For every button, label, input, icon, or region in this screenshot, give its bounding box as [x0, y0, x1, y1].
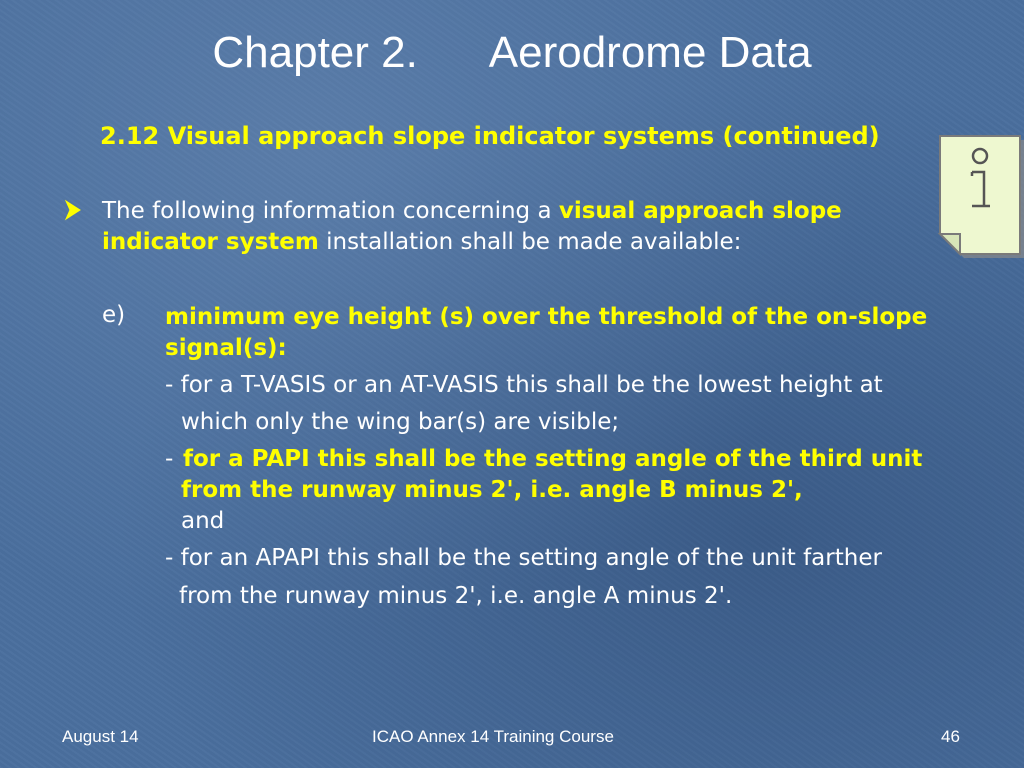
apapi-line-2: from the runway minus 2', i.e. angle A minus 2'. [179, 583, 733, 609]
papi-and: and [181, 508, 225, 534]
arrow-bullet-icon [62, 199, 84, 221]
bullet-paragraph [102, 196, 922, 258]
section-subtitle: 2.12 Visual approach slope indicator systems (continued) [100, 122, 880, 150]
bullet-text-after: installation shall be made available: [318, 229, 742, 255]
tvasis-line-2: which only the wing bar(s) are visible; [181, 409, 620, 435]
footer-page-number: 46 [941, 727, 960, 746]
footer-date: August 14 [62, 727, 139, 746]
info-note-icon [938, 134, 1024, 260]
apapi-line-1: - for an APAPI this shall be the setting angle of the unit farther [165, 545, 882, 571]
bullet-text-before: The following information concerning a [102, 198, 559, 224]
papi-dash: - [165, 446, 174, 472]
papi-highlight: for a PAPI this shall be the setting angle of the third unit from the runway minus 2', i.e. angle B minus 2', [181, 446, 923, 503]
footer-course: ICAO Annex 14 Training Course [372, 727, 614, 746]
item-e-heading: minimum eye height (s) over the threshold of the on-slope signal(s): [165, 304, 928, 361]
bullet-highlight: visual approach slope indicator system [102, 198, 842, 255]
item-e-label: e) [102, 302, 126, 328]
slide-title: Chapter 2. Aerodrome Data [212, 28, 812, 77]
tvasis-line-1: - for a T-VASIS or an AT-VASIS this shall be the lowest height at [165, 372, 883, 398]
